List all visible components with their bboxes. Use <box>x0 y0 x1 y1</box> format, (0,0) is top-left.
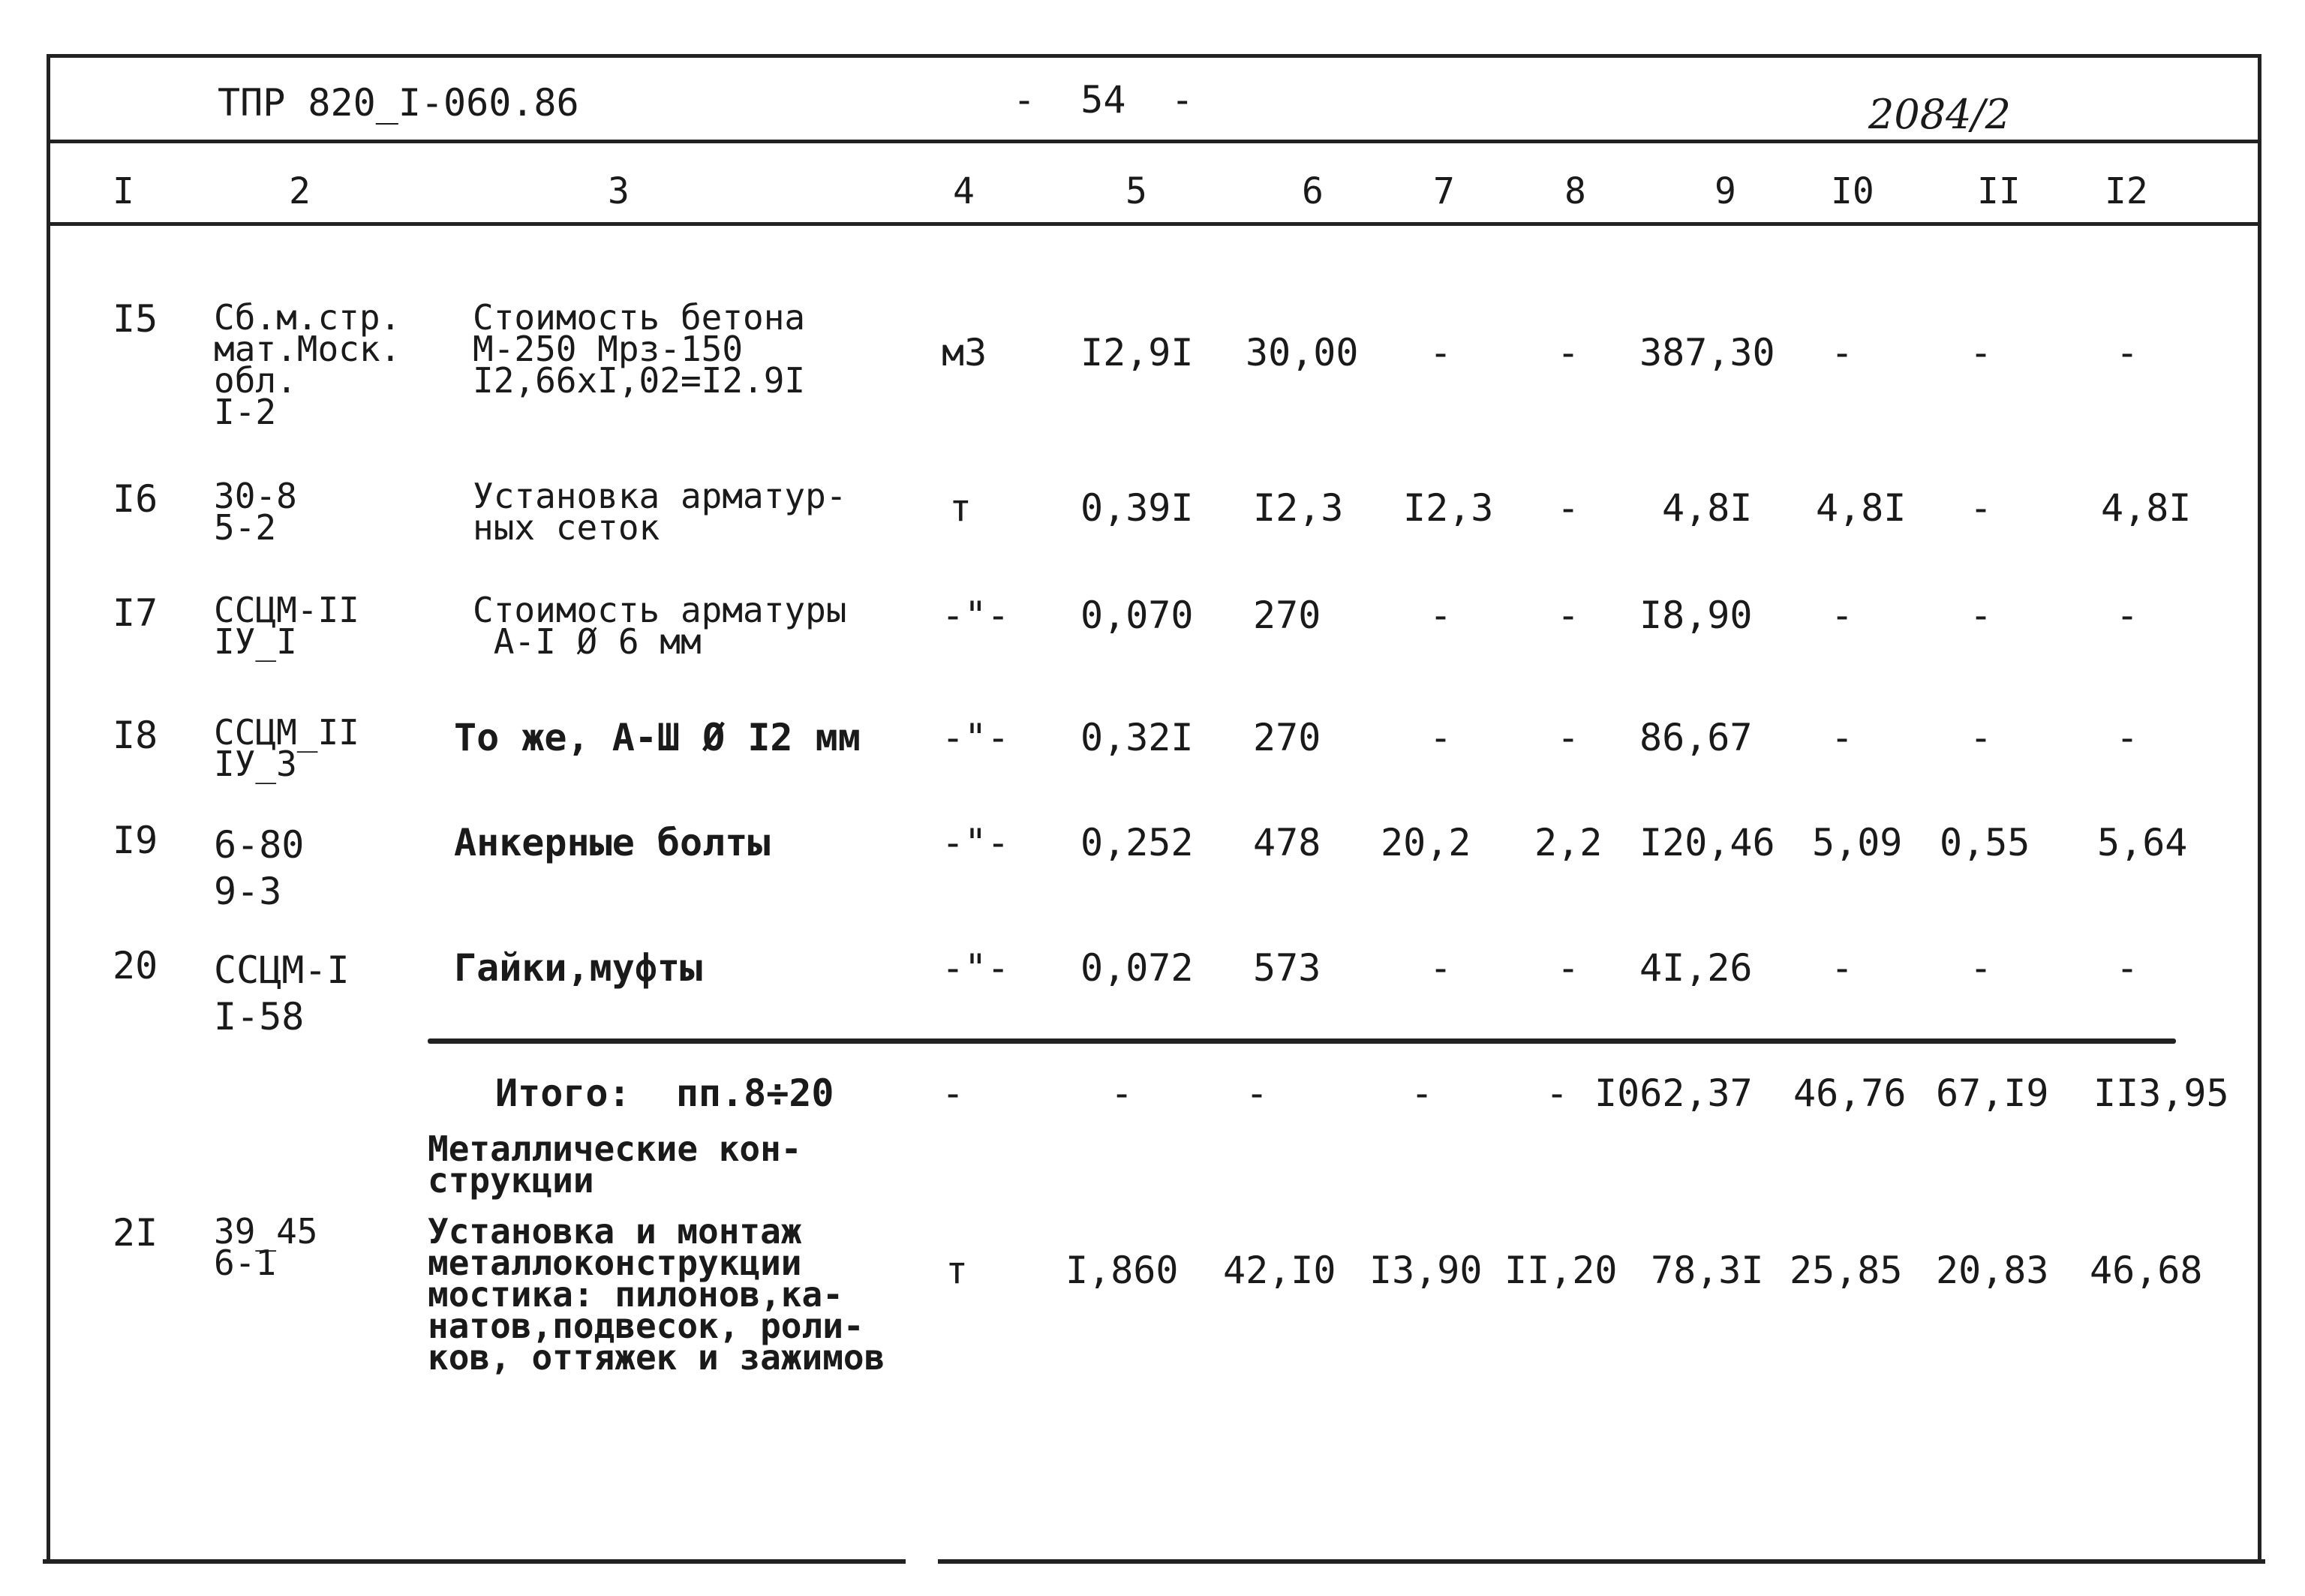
row-col11: 20,83 <box>1936 1249 2049 1292</box>
row-col5: 0,32I <box>1080 716 1194 759</box>
row-col12: - <box>2116 946 2139 990</box>
col-header: 3 <box>608 170 630 212</box>
row-description: Стоимость арматуры А-I Ø 6 мм <box>473 590 847 662</box>
bottom-rule-left <box>43 1559 906 1564</box>
row-col6: I2,3 <box>1253 486 1344 530</box>
col-header: I2 <box>2105 170 2148 212</box>
row-col5: I,860 <box>1065 1249 1179 1292</box>
row-unit: м3 <box>942 331 987 374</box>
bottom-rule-right <box>938 1559 2265 1564</box>
row-col12: - <box>2116 594 2139 637</box>
row-col10: 25,85 <box>1790 1249 1903 1292</box>
row-col12: 4,8I <box>2101 486 2192 530</box>
row-col7: - <box>1429 946 1453 990</box>
total-col11: 67,I9 <box>1936 1072 2049 1115</box>
row-unit: т <box>949 486 972 530</box>
row-col6: 42,I0 <box>1223 1249 1336 1292</box>
row-col6: 270 <box>1253 594 1321 637</box>
row-col10: - <box>1831 594 1854 637</box>
row-col8: II,20 <box>1504 1249 1618 1292</box>
row-col5: 0,072 <box>1080 946 1194 990</box>
row-col10: 4,8I <box>1816 486 1907 530</box>
row-description: Стоимость бетона М-250 Мрз-150 I2,66хI,02=I2.9I <box>473 297 806 401</box>
row-col11: - <box>1970 594 1993 637</box>
row-col7: I2,3 <box>1403 486 1494 530</box>
doc-code: ТПР 820_I-060.86 <box>218 81 579 125</box>
row-col12: - <box>2116 716 2139 759</box>
row-col7: 20,2 <box>1381 821 1471 864</box>
row-number: 2I <box>113 1211 158 1255</box>
row-number: 20 <box>113 944 158 987</box>
col-header: I0 <box>1831 170 1874 212</box>
row-col11: - <box>1970 946 1993 990</box>
col-header: II <box>1977 170 2021 212</box>
row-number: I9 <box>113 819 158 862</box>
row-col12: - <box>2116 331 2139 374</box>
row-col10: - <box>1831 331 1854 374</box>
col-header: 2 <box>289 170 311 212</box>
total-col12: II3,95 <box>2093 1072 2229 1115</box>
row-col6: 573 <box>1253 946 1321 990</box>
total-col6: - <box>1246 1072 1269 1115</box>
row-col9: 86,67 <box>1639 716 1753 759</box>
col-header: 9 <box>1714 170 1736 212</box>
row-col5: I2,9I <box>1080 331 1194 374</box>
row-code: Сб.м.стр. мат.Моск. обл. I-2 <box>214 297 401 432</box>
col-header: I <box>113 170 134 212</box>
total-col5: - <box>1110 1072 1134 1115</box>
row-col11: - <box>1970 331 1993 374</box>
row-unit: -"- <box>942 821 1010 864</box>
total-col8: - <box>1546 1072 1569 1115</box>
col-header: 8 <box>1564 170 1586 212</box>
row-col8: - <box>1557 594 1580 637</box>
subtotal-rule <box>428 1038 2176 1044</box>
row-col5: 0,070 <box>1080 594 1194 637</box>
row-number: I5 <box>113 297 158 341</box>
row-code: ССЦМ-I I-58 <box>214 948 350 1038</box>
total-label: Итого: пп.8÷20 <box>495 1072 834 1115</box>
row-col6: 478 <box>1253 821 1321 864</box>
row-col9: I20,46 <box>1639 821 1775 864</box>
row-col8: 2,2 <box>1534 821 1603 864</box>
row-description: Установка арматур- ных сеток <box>473 476 847 548</box>
row-col12: 5,64 <box>2097 821 2188 864</box>
row-col8: - <box>1557 716 1580 759</box>
column-header-rule <box>47 222 2261 226</box>
row-code: ССЦМ-II IУ_I <box>214 590 359 662</box>
row-col8: - <box>1557 486 1580 530</box>
row-code: ССЦМ_II IУ_3 <box>214 712 359 784</box>
row-col12: 46,68 <box>2090 1249 2203 1292</box>
row-description: То же, А-Ш Ø I2 мм <box>454 716 861 759</box>
row-number: I7 <box>113 591 158 635</box>
col-header: 4 <box>953 170 975 212</box>
row-col11: 0,55 <box>1940 821 2030 864</box>
row-col5: 0,252 <box>1080 821 1194 864</box>
row-col7: I3,90 <box>1369 1249 1483 1292</box>
total-col7: - <box>1411 1072 1434 1115</box>
row-col8: - <box>1557 946 1580 990</box>
row-col9: 4,8I <box>1662 486 1753 530</box>
row-unit: т <box>945 1249 969 1292</box>
row-col10: - <box>1831 946 1854 990</box>
header-rule <box>47 140 2261 143</box>
row-col6: 270 <box>1253 716 1321 759</box>
row-code: 30-8 5-2 <box>214 476 297 548</box>
page-frame <box>47 54 2261 1564</box>
total-col10: 46,76 <box>1793 1072 1907 1115</box>
row-description: Установка и монтаж металлоконструкции мостика: пилонов,ка- натов,подвесок, роли- ков, оттяжек и зажимов <box>428 1211 885 1378</box>
col-header: 7 <box>1433 170 1455 212</box>
row-col11: - <box>1970 716 1993 759</box>
col-header: 5 <box>1125 170 1147 212</box>
col-header: 6 <box>1302 170 1324 212</box>
section-title: Металлические кон- струкции <box>428 1129 802 1201</box>
row-description: Гайки,муфты <box>454 946 703 990</box>
row-number: I8 <box>113 714 158 757</box>
row-description: Анкерные болты <box>454 821 771 864</box>
row-code: 39_45 6-1 <box>214 1211 318 1283</box>
row-col7: - <box>1429 594 1453 637</box>
row-col7: - <box>1429 331 1453 374</box>
row-col10: - <box>1831 716 1854 759</box>
row-col6: 30,00 <box>1246 331 1359 374</box>
row-col10: 5,09 <box>1812 821 1903 864</box>
row-col8: - <box>1557 331 1580 374</box>
row-col9: I8,90 <box>1639 594 1753 637</box>
row-col9: 4I,26 <box>1639 946 1753 990</box>
row-col5: 0,39I <box>1080 486 1194 530</box>
row-unit: -"- <box>942 594 1010 637</box>
row-unit: -"- <box>942 716 1010 759</box>
row-col11: - <box>1970 486 1993 530</box>
total-col9: I062,37 <box>1594 1072 1753 1115</box>
handwritten-number: 2084/2 <box>1868 91 2011 138</box>
total-unit: - <box>942 1072 965 1115</box>
row-code: 6-80 9-3 <box>214 823 305 913</box>
row-unit: -"- <box>942 946 1010 990</box>
page-number: - 54 - <box>1013 78 1194 122</box>
row-col9: 387,30 <box>1639 331 1775 374</box>
row-col7: - <box>1429 716 1453 759</box>
row-number: I6 <box>113 477 158 521</box>
row-col9: 78,3I <box>1651 1249 1764 1292</box>
